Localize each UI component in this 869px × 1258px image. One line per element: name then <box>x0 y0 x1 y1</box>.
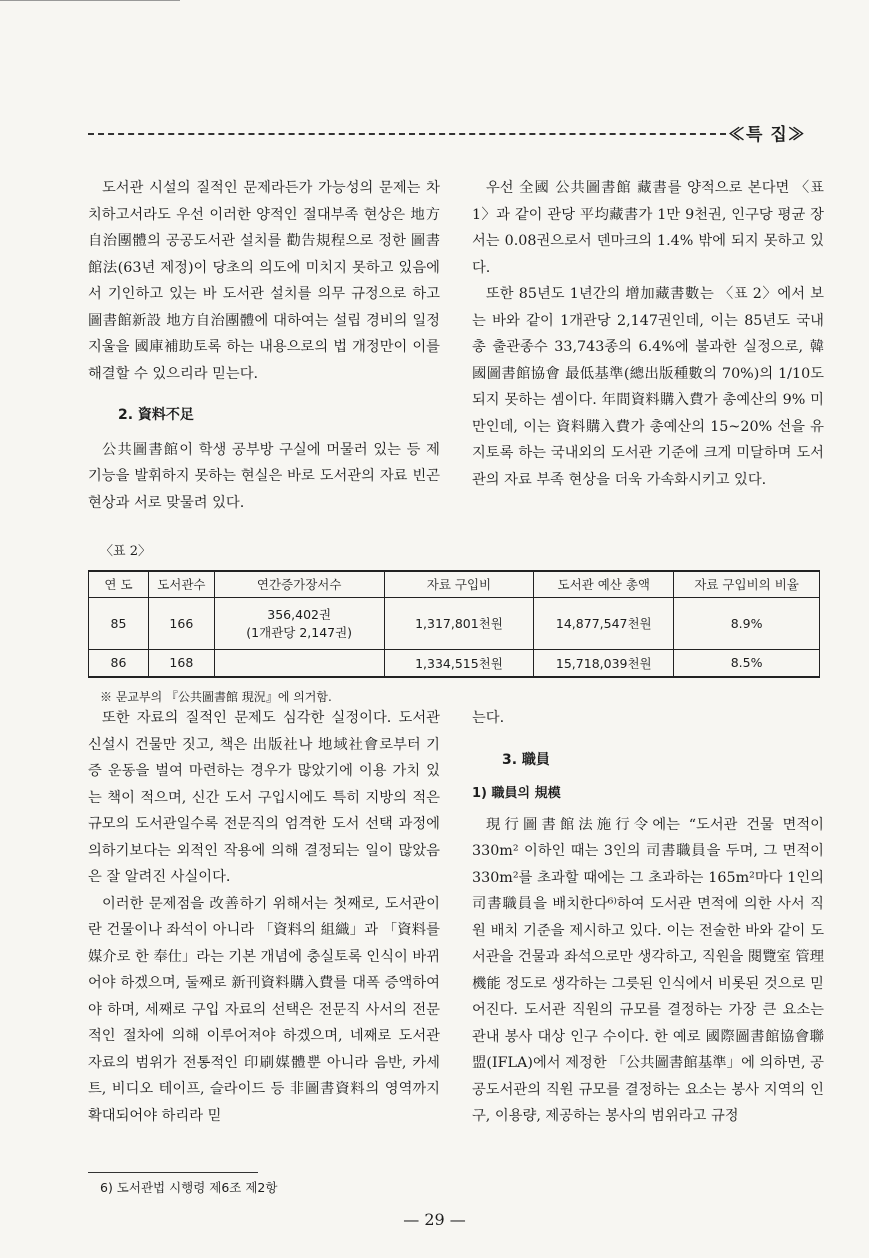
section-title: ≪특 집≫ <box>728 125 806 145</box>
table-row <box>89 597 820 649</box>
page-number: — 29 — <box>403 1210 466 1229</box>
column-top-right <box>472 175 824 493</box>
cell-budget: 14,877,547천원 <box>534 597 674 649</box>
cell-purchase: 1,317,801천원 <box>384 597 534 649</box>
cell-increase <box>214 597 384 649</box>
top-edge-rule <box>0 0 180 1</box>
column-top-left <box>88 175 440 516</box>
section-heading-staff: 3. 職員 <box>502 751 550 768</box>
header-total-budget: 도서관 예산 총액 <box>534 571 674 597</box>
cell-increase <box>214 649 384 677</box>
cell-budget: 15,718,039천원 <box>534 649 674 677</box>
header-purchase-cost: 자료 구입비 <box>384 571 534 597</box>
cell-ratio: 8.5% <box>674 649 820 677</box>
cell-ratio: 8.9% <box>674 597 820 649</box>
paragraph: 우선 全國 公共圖書館 藏書를 양적으로 본다면 〈표 1〉과 같이 관당 平均藏書가 1만 9천권, 인구당 평균 장서는 0.08권으로서 덴마크의 1.4% 밖에 되지 못하고 있다. <box>472 180 824 276</box>
header-annual-increase: 연간증가장서수 <box>214 571 384 597</box>
header-purchase-ratio: 자료 구입비의 비율 <box>674 571 820 597</box>
table-caption: 〈표 2〉 <box>100 544 151 559</box>
header-libraries: 도서관수 <box>148 571 214 597</box>
paragraph: 도서관 시설의 질적인 문제라든가 가능성의 문제는 차치하고서라도 우선 이러한 양적인 절대부족 현상은 地方自治團體의 공공도서관 설치를 勸告規程으로 정한 圖書館法(63년 제정)이 당초의 의도에 미치지 못하고 있음에서 기인하고 있는 바 도서관 설치를 의무 규정으로 하고 圖書館新設 地方自治團體에 대하여는 설립 경비의 일정 지울을 國庫補助토록 하는 내용으로의 법 개정만이 이를 해결할 수 있으리라 믿는다. <box>88 180 440 382</box>
header-year: 연 도 <box>89 571 149 597</box>
section-heading-resources: 2. 資料不足 <box>118 407 194 423</box>
subsection-heading-staff-size: 1) 職員의 規模 <box>472 786 561 801</box>
paragraph: 또한 자료의 질적인 문제도 심각한 실정이다. 도서관 신설시 건물만 짓고, 책은 出版社나 地域社會로부터 기증 운동을 벌여 마련하는 경우가 많았기에 이용 가치 있는 책이 적으며, 신간 도서 구입시에도 특히 지방의 적은 규모의 도서관일수록 전문직의 엄격한 도서 선택 과정에 의하기보다는 외적인 작용에 의해 결정되는 일이 많았음은 잘 알려진 사실이다. <box>88 710 440 885</box>
cell-year: 86 <box>89 649 149 677</box>
footnote: 6) 도서관법 시행령 제6조 제2항 <box>100 1180 278 1195</box>
cell-libraries: 166 <box>148 597 214 649</box>
table-header-row <box>89 571 820 597</box>
paragraph: 公共圖書館이 학생 공부방 구실에 머물러 있는 등 제 기능을 발휘하지 못하는 현실은 바로 도서관의 자료 빈곤 현상과 서로 맞물려 있다. <box>88 441 440 511</box>
library-stats-table <box>88 570 820 678</box>
paragraph: 또한 85년도 1년간의 增加藏書數는 〈표 2〉에서 보는 바와 같이 1개관당 2,147권인데, 이는 85년도 국내 총 출관종수 33,743종의 6.4%에 불과한 실정으로, 韓國圖書館協會 最低基準(總出版種數의 70%)의 1/10도 되지 못하는 셈이다. 年間資料購入費가 총예산의 9% 미만인데, 이는 資料購入費가 총예산의 15~20% 선을 유지토록 하는 국내외의 도서관 기준에 크게 미달하며 도서관의 자료 부족 현상을 더욱 가속화시키고 있다. <box>472 286 824 488</box>
paragraph-continuation: 는다. <box>472 710 505 726</box>
header-dashed-rule <box>88 133 726 135</box>
cell-year: 85 <box>89 597 149 649</box>
table-row <box>89 649 820 677</box>
increase-value: 356,402권 <box>267 607 332 622</box>
cell-libraries: 168 <box>148 649 214 677</box>
paragraph: 現行圖書館法施行令에는 “도서관 건물 면적이 330m² 이하인 때는 3인의 司書職員을 두며, 그 면적이 330m²를 초과할 때에는 그 초과하는 165m²마다 1인의 司書職員을 배치한다⁶⁾하여 도서관 면적에 의한 사서 직원 배치 기준을 제시하고 있다. 이는 전술한 바와 같이 도서관을 건물과 좌석으로만 생각하고, 직원을 閱覽室 管理機能 정도로 생각하는 그릇된 인식에서 비롯된 것으로 믿어진다. 도서관 직원의 규모를 결정하는 가장 큰 요소는 관내 봉사 대상 인구 수이다. 한 예로 國際圖書館協會聯盟(IFLA)에서 제정한 「公共圖書館基準」에 의하면, 공공도서관의 직원 규모를 결정하는 요소는 봉사 지역의 인구, 이용량, 제공하는 봉사의 범위라고 규정 <box>472 816 824 1124</box>
footnote-rule <box>88 1172 258 1173</box>
cell-purchase: 1,334,515천원 <box>384 649 534 677</box>
column-bottom-right <box>472 705 824 1130</box>
paragraph: 이러한 문제점을 改善하기 위해서는 첫째로, 도서관이란 건물이나 좌석이 아니라 「資料의 組織」과 「資料를 媒介로 한 奉仕」라는 기본 개념에 충실토록 인식이 바뀌어야 하겠으며, 둘째로 新刊資料購入費를 대폭 증액하여야 하며, 세째로 구입 자료의 선택은 전문직 사서의 전문적인 절차에 의해 이루어져야 하겠으며, 네째로 도서관 자료의 범위가 전통적인 印刷媒體뿐 아니라 음반, 카세트, 비디오 테이프, 슬라이드 등 非圖書資料의 영역까지 확대되어야 하리라 믿 <box>88 895 440 1124</box>
column-bottom-left <box>88 705 440 1129</box>
table-source-note: ※ 문교부의 『公共圖書館 現況』에 의거함. <box>100 690 332 704</box>
increase-note: (1개관당 2,147권) <box>246 625 353 640</box>
